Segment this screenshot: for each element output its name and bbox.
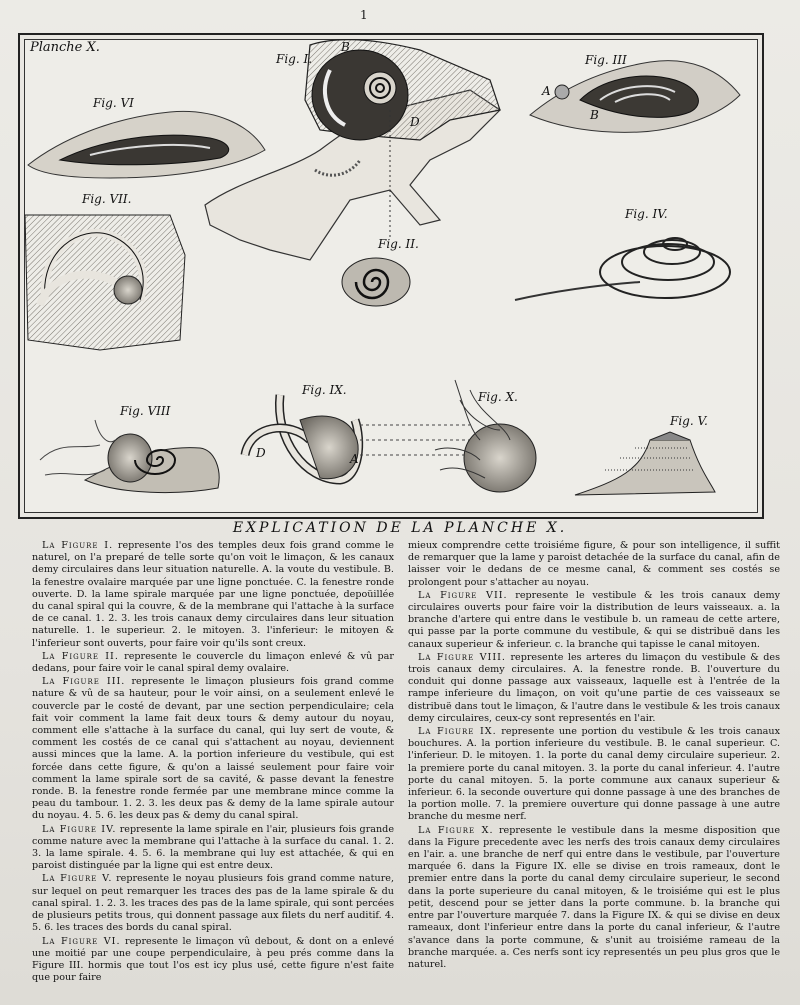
fig-2-label: Fig. II. — [378, 237, 419, 251]
paragraph-fig5: La Figure V. represente le noyau plusieurs fois grand comme nature, sur lequel on peut remarquer les traces des pas de la lame spirale & du canal spiral. 1. 2. 3. les traces des pas de la lame spirale, qui sont percées de plusieurs petits trous, qui donnent passage aux filets du nerf auditif. 4. 5. 6. les traces des bords du canal spiral. — [32, 873, 395, 934]
figure-6-drawing — [28, 111, 265, 178]
paragraph-fig7: La Figure VII. represente le vestibule & les trois canaux demy circulaires ouverts pour faire voir la distribution de leurs vaisseaux. a. la branche d'artere qui entre dans le vestibule b. un rameau de cette artere, qui passe par la porte commune du vestibule, & qui se distribuë dans les canaux superieur & inferieur. c. la branche qui tapisse le canal mitoyen. — [408, 589, 780, 650]
fig-8-label: Fig. VIII — [120, 404, 171, 418]
fig-3-label: Fig. III — [585, 53, 627, 67]
figure-2-drawing — [342, 258, 410, 306]
fig-4-label: Fig. IV. — [625, 207, 668, 221]
figure-5-drawing — [575, 432, 715, 495]
paragraph-fig2: La Figure II. represente le couvercle du limaçon enlevé & vû par dedans, pour faire voir le canal spiral demy ovalaire. — [32, 650, 394, 675]
fig-1-label: Fig. I. — [276, 52, 313, 66]
fig-5-label: Fig. V. — [670, 414, 708, 428]
explanation-heading: EXPLICATION DE LA PLANCHE X. — [232, 520, 568, 536]
right-text-column — [408, 540, 780, 972]
top-mark: 1 — [360, 8, 368, 22]
paragraph-fig9: La Figure IX. represente une portion du vestibule & les trois canaux bouchures. A. la portion inferieure du vestibule. B. le canal superieur. C. l'inferieur. D. le mitoyen. 1. la porte du canal demy circulaire superieur. 2. la premiere porte du canal mitoyen. 3. la porte du canal inferieur. 4. l'autre porte du canal mitoyen. 5. la porte commune aux canaux superieur & inferieur. 6. la seconde ouverture qui donne passage à une des branches de la portion molle. 7. la premiere ouverture qui donne passage à une autre branche du mesme nerf. — [408, 726, 780, 823]
figure-9-drawing — [245, 395, 470, 480]
fig-10-label: Fig. X. — [478, 390, 518, 404]
letter-a-fig9: A — [350, 452, 359, 466]
fig-7-label: Fig. VII. — [82, 192, 132, 206]
paragraph-fig10: La Figure X. represente le vestibule dans la mesme disposition que dans la Figure precedente avec les nerfs des trois canaux demy circulaires en l'air. a. une branche de nerf qui entre dans le vestibule, par l'ouverture marquée 6. dans la Figure IX. elle se divise en trois rameaux, dont le premier entre dans la porte du canal demy circulaire superieur, le second dans la porte superieure du canal mitoyen, & le troisiéme qui est le plus petit, descend pour se jetter dans la porte commune. b. la branche qui entre par l'ouverture marquée 7. dans la Figure IX. & qui se divise en deux rameaux, dont l'inferieur entre dans la porte du canal inferieur, & l'autre s'avance dans la porte commune, & s'unit au troisiéme rameau de la branche marquée. a. Ces nerfs sont icy representés un peu plus gros que le naturel. — [408, 824, 781, 970]
paragraph-fig3: La Figure III. represente le limaçon plusieurs fois grand comme nature & vû de sa hauteur, pour le voir ainsi, on a seulement enlevé le couvercle par le costé de devant, par une section perpendiculaire; cela fait voir comment la lame fait deux tours & demy autour du noyau, comment elle s'attache à la surface du canal, qui luy sert de voute, & comment les costés de ce canal qui s'attachent au noyau, deviennent aussi minces que la lame. A. la portion inferieure du vestibule, qui est forcée dans cette figure, & qu'on a laissé seulement pour faire voir comment la lame spirale sort de sa cavité, & passe devant la fenestre ronde. B. la fenestre ronde fermée par une membrane mince comme la peau du tambour. 1. 2. 3. les deux pas & demy de la lame spirale autour du noyau. 4. 5. 6. les deux pas & demy du canal spiral. — [32, 676, 394, 822]
letter-d-fig9: D — [256, 446, 266, 460]
figure-3-drawing — [530, 61, 740, 133]
letter-b-fig3: B — [590, 108, 599, 122]
paragraph-fig4: La Figure IV. represente la lame spirale en l'air, plusieurs fois grande comme nature avec la membrane qui l'attache à la surface du canal. 1. 2. 3. la lame spirale. 4. 5. 6. la membrane qui luy est attachée, & qui en paroist distinguée par la ligne qui est entre deux. — [32, 823, 394, 872]
letter-b-fig1: B — [341, 40, 350, 54]
fig-9-label: Fig. IX. — [302, 383, 347, 397]
plate-title: Planche X. — [30, 40, 100, 55]
letter-a-fig3: A — [542, 84, 551, 98]
figure-7-drawing — [25, 215, 185, 350]
fig-6-label: Fig. VI — [93, 96, 134, 110]
paragraph-fig6: La Figure VI. represente le limaçon vû debout, & dont on a enlevé une moitié par une coupe perpendiculaire, à peu prés comme dans la Figure III. hormis que tout l'os est icy plus usé, cette figure n'est faite que pour faire — [32, 935, 394, 984]
letter-d-fig1: D — [410, 115, 420, 129]
paragraph-fig8: La Figure VIII. represente les arteres du limaçon du vestibule & des trois canaux demy circulaires. A. la fenestre ronde. B. l'ouverture du conduit qui donne passage aux vaisseaux, laquelle est à l'entrée de la rampe inferieure du limaçon, on voit qu'une partie de ces vaisseaux se distribuë dans tout le limaçon, & l'autre dans le vestibule & les trois canaux demy circulaires, ceux-cy sont representés en l'air. — [408, 651, 780, 724]
figure-8-drawing — [40, 420, 219, 493]
figure-4-drawing — [515, 238, 730, 300]
paragraph-fig1: La Figure I. represente l'os des temples deux fois grand comme le naturel, on l'a preparé de telle sorte qu'on voit le limaçon, & les canaux demy circulaires dans leur situation naturelle. A. la voute du vestibule. B. la fenestre ovalaire marquée par une ligne ponctuée. C. la fenestre ronde ouverte. D. la lame spirale marquée par une ligne ponctuée, depoüillée du canal spiral qui la couvre, & de la membrane qui l'attache à la surface de ce canal. 1. 2. 3. les trois canaux demy circulaires dans leur situation naturelle. 1. le superieur. 2. le mitoyen. 3. l'inferieur: le mitoyen & l'inferieur sont ouverts, pour faire voir qu'ils sont creux. — [32, 540, 394, 649]
left-text-column — [32, 540, 394, 985]
paragraph-fig6-continued: mieux comprendre cette troisiéme figure, & pour son intelligence, il suffit de remarquer que la lame y paroist detachée de la surface du canal, afin de laisser voir le dedans de ce mesme canal, & comment ses costés se prolongent pour s'attacher au noyau. — [408, 540, 780, 588]
